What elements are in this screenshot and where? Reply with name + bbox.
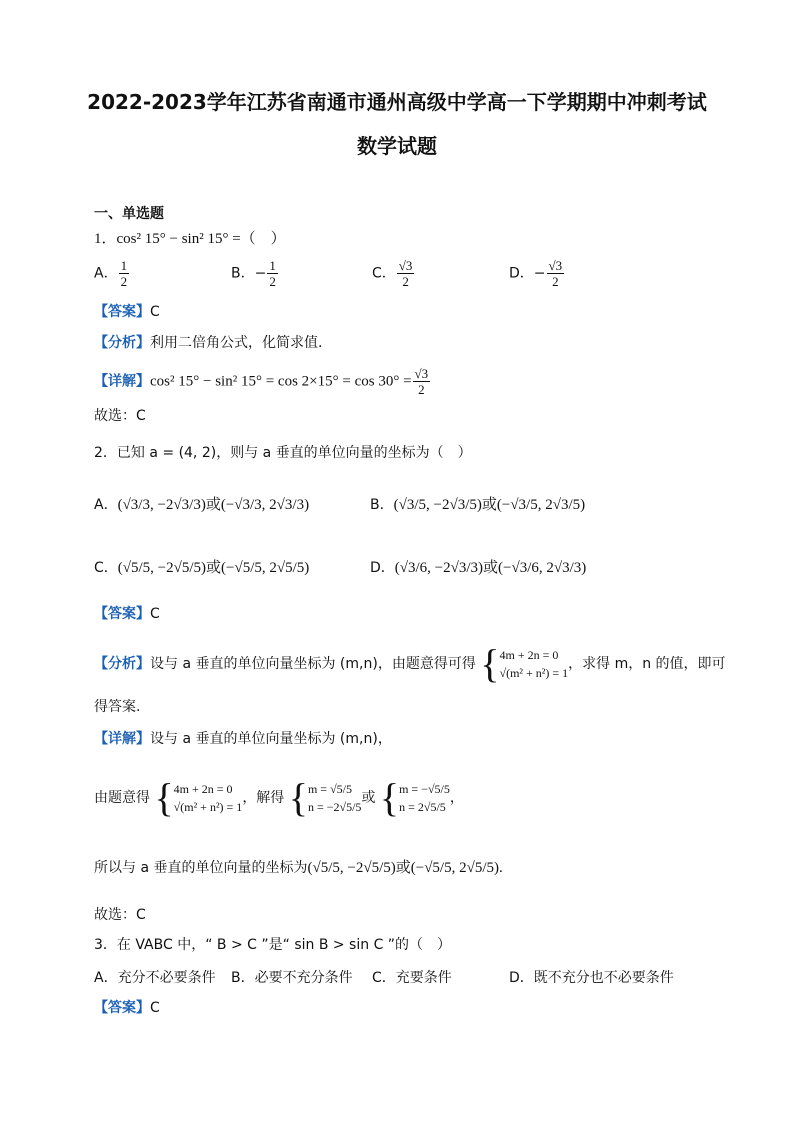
q2-detail-solve: 由题意得 { 4m + 2n = 0 √(m² + n²) = 1 ，解得 { m = √5/5 n = −2√5/5 或 { m = −√5/5 n = 2√5/5 ， [94, 775, 464, 820]
q1-detail: 【详解】cos² 15° − sin² 15° = cos 2×15° = cos 30° = $\frac{√3}{2}$ [94, 366, 429, 397]
q3-option-d: D．既不充分也不必要条件 [509, 970, 674, 986]
section-heading: 一、单选题 [94, 206, 164, 222]
doc-subtitle: 数学试题 [357, 134, 437, 158]
q2-answer: 【答案】C [94, 606, 160, 622]
q2-option-d: D．(√3/6, −2√3/3)或(−√3/6, 2√3/3) [370, 560, 587, 576]
q1-option-d: D．− $\frac{√3}{2}$ [509, 258, 563, 289]
q2-equation-system: { 4m + 2n = 0 √(m² + n²) = 1 [480, 641, 569, 686]
q3-option-a: A．充分不必要条件 [94, 970, 216, 986]
q1-answer: 【答案】C [94, 304, 160, 320]
q2-analysis-cont: 得答案. [94, 699, 141, 715]
q2-detail: 【详解】设与 a 垂直的单位向量坐标为 (m,n)， [94, 731, 392, 747]
doc-title: 2022-2023学年江苏省南通市通州高级中学高一下学期期中冲刺考试 [87, 90, 707, 114]
q3-answer: 【答案】C [94, 1000, 160, 1016]
q1-analysis: 【分析】利用二倍角公式，化简求值. [94, 335, 323, 351]
q2-solution-1: { m = √5/5 n = −2√5/5 [288, 775, 362, 820]
q2-conclusion: 故选：C [94, 907, 146, 923]
q1-option-b: B．− $\frac{1}{2}$ [231, 258, 276, 289]
q2-option-a: A．(√3/3, −2√3/3)或(−√3/3, 2√3/3) [94, 497, 310, 513]
q2-analysis: 【分析】设与 a 垂直的单位向量坐标为 (m,n)，由题意得可得 { 4m + 2n = 0 √(m² + n²) = 1 ，求得 m，n 的值，即可 [94, 641, 726, 686]
q3-stem: 3．在 VABC 中，“ B > C ”是“ sin B > sin C ”的（ ） [94, 937, 452, 953]
q2-solution-2: { m = −√5/5 n = 2√5/5 [379, 775, 450, 820]
q3-option-c: C．充要条件 [372, 970, 452, 986]
q2-option-c: C．(√5/5, −2√5/5)或(−√5/5, 2√5/5) [94, 560, 310, 576]
q3-option-b: B．必要不充分条件 [231, 970, 353, 986]
q2-detail-result: 所以与 a 垂直的单位向量的坐标为(√5/5, −2√5/5)或(−√5/5, 2√5/5). [94, 860, 503, 876]
q2-stem: 2．已知 a = (4, 2)，则与 a 垂直的单位向量的坐标为（ ） [94, 445, 472, 461]
q2-option-b: B．(√3/5, −2√3/5)或(−√3/5, 2√3/5) [370, 497, 586, 513]
q1-option-a: A． $\frac{1}{2}$ [94, 258, 128, 289]
q1-option-c: C． $\frac{√3}{2}$ [372, 258, 413, 289]
q1-stem: 1．cos² 15° − sin² 15° =（ ） [94, 231, 286, 247]
q1-conclusion: 故选：C [94, 408, 146, 424]
